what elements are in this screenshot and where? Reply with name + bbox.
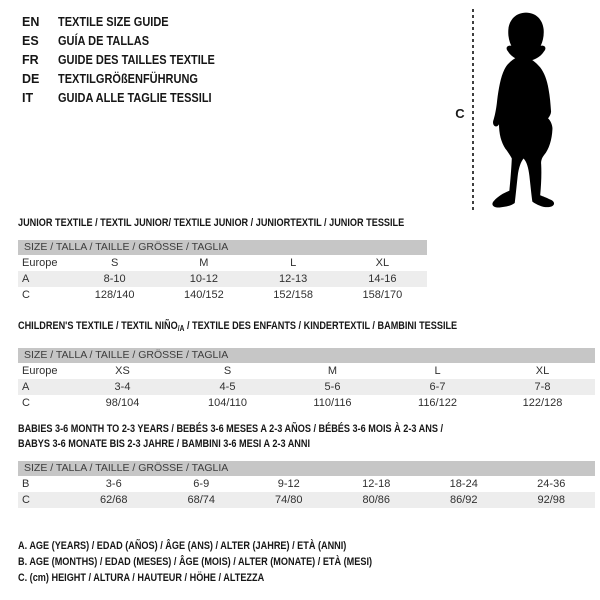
language-label [58,13,184,32]
children-title-suffix: / TEXTILE DES ENFANTS / KINDERTEXTIL / BAMBINI TESSILE [184,320,458,332]
row-label: C [22,397,30,409]
children-size-table [18,348,595,411]
table-row [18,379,595,395]
table-row [18,492,595,508]
row-label: C [22,494,30,506]
language-code: EN [22,15,40,29]
size-cell: XS [115,365,130,377]
table-header-bar: SIZE / TALLA / TAILLE / GRÖSSE / TAGLIA [18,240,427,255]
language-label-text: GUIDE DES TAILLES TEXTILE [58,53,215,67]
size-cell: L [290,257,297,269]
table-row [18,255,427,271]
size-cell: 128/140 [94,289,135,301]
size-cell: 18-24 [449,478,478,490]
size-cell: S [110,257,119,269]
table-header-bar: SIZE / TALLA / TAILLE / GRÖSSE / TAGLIA [18,461,595,476]
language-label [58,70,217,89]
size-cell: 12-13 [279,273,308,285]
babies-title-line2: BABYS 3-6 MONATE BIS 2-3 JAHRE / BAMBINI 3-6 MESI A 2-3 ANNI [18,438,311,450]
size-cell: 3-6 [105,478,122,490]
junior-section-title [18,216,483,231]
size-cell: 158/170 [362,289,403,301]
legend-line [18,570,445,586]
size-cell: 6-9 [193,478,210,490]
row-label: Europe [22,365,58,377]
language-row [22,51,236,70]
size-cell: 12-18 [362,478,391,490]
size-cell: L [434,365,441,377]
language-label [58,32,161,51]
size-cell: 74/80 [274,494,303,506]
legend-line-text: C. (cm) HEIGHT / ALTURA / HAUTEUR / HÖHE / ALTEZZA [18,572,265,584]
size-cell: 110/116 [313,397,352,409]
language-label-text: TEXTILGRÖßENFÜHRUNG [58,72,198,86]
size-cell: 92/98 [537,494,566,506]
size-cell: 152/158 [273,289,313,301]
children-section-title [18,319,547,336]
size-cell: 14-16 [368,273,397,285]
table-row [18,476,595,492]
size-cell: 86/92 [449,494,478,506]
size-cell: 9-12 [277,478,300,490]
language-code: DE [22,72,40,86]
babies-size-table [18,461,595,508]
row-label: Europe [22,257,58,269]
children-title-text [18,319,457,336]
size-cell: 5-6 [324,381,341,393]
size-cell: M [199,257,209,269]
language-label [58,51,236,70]
size-cell: 8-10 [103,273,126,285]
row-label: C [22,289,30,301]
size-cell: M [327,365,338,377]
row-label: A [22,381,30,393]
size-cell: XL [535,365,550,377]
table-row [18,395,595,411]
legend-line-text: A. AGE (YEARS) / EDAD (AÑOS) / ÂGE (ANS) / ALTER (JAHRE) / ETÀ (ANNI) [18,540,347,552]
babies-section-title [18,422,530,452]
row-label: B [22,478,30,490]
table-row [18,363,595,379]
size-cell: 140/152 [183,289,224,301]
size-cell: 68/74 [187,494,216,506]
legend-line [18,538,445,554]
language-list [22,13,236,108]
babies-title-line1: BABIES 3-6 MONTH TO 2-3 YEARS / BEBÉS 3-6 MESES A 2-3 AÑOS / BÉBÉS 3-6 MOIS À 2-3 ANS / [18,423,443,435]
size-cell: S [223,365,232,377]
size-cell: 80/86 [362,494,391,506]
row-label: A [22,273,30,285]
baby-silhouette-image [479,9,573,212]
language-label-text: TEXTILE SIZE GUIDE [58,15,169,29]
table-row [18,287,427,303]
size-cell: 116/122 [418,397,457,409]
language-row [22,70,236,89]
table-header-bar: SIZE / TALLA / TAILLE / GRÖSSE / TAGLIA [18,348,595,363]
language-row [22,32,236,51]
size-cell: 62/68 [99,494,128,506]
size-cell: 122/128 [522,397,563,409]
legend-line [18,554,445,570]
language-code: FR [22,53,39,67]
table-row [18,271,427,287]
size-cell: 6-7 [429,381,446,393]
language-row [22,89,236,108]
junior-size-table [18,240,427,303]
language-row [22,13,236,32]
size-cell: XL [375,257,390,269]
junior-title-text: JUNIOR TEXTILE / TEXTIL JUNIOR/ TEXTILE JUNIOR / JUNIORTEXTIL / JUNIOR TESSILE [18,217,405,229]
size-cell: 3-4 [114,381,131,393]
size-cell: 98/104 [105,397,140,409]
children-title-subscript: /A [177,324,185,333]
language-code: IT [22,91,34,105]
language-label-text: GUIDA ALLE TAGLIE TESSILI [58,91,212,105]
size-cell: 7-8 [534,381,551,393]
children-title-prefix: CHILDREN'S TEXTILE / TEXTIL NIÑO [18,320,178,332]
height-measure-dashed-line [472,9,474,212]
measure-c-label: C [455,106,465,121]
language-label [58,89,233,108]
legend-footnotes [18,538,445,586]
legend-line-text: B. AGE (MONTHS) / EDAD (MESES) / ÂGE (MOIS) / ALTER (MONATE) / ETÀ (MESI) [18,556,373,568]
language-label-text: GUÍA DE TALLAS [58,34,150,48]
size-cell: 24-36 [537,478,566,490]
size-cell: 104/110 [208,397,247,409]
size-cell: 10-12 [189,273,218,285]
size-cell: 4-5 [219,381,236,393]
language-code: ES [22,34,39,48]
